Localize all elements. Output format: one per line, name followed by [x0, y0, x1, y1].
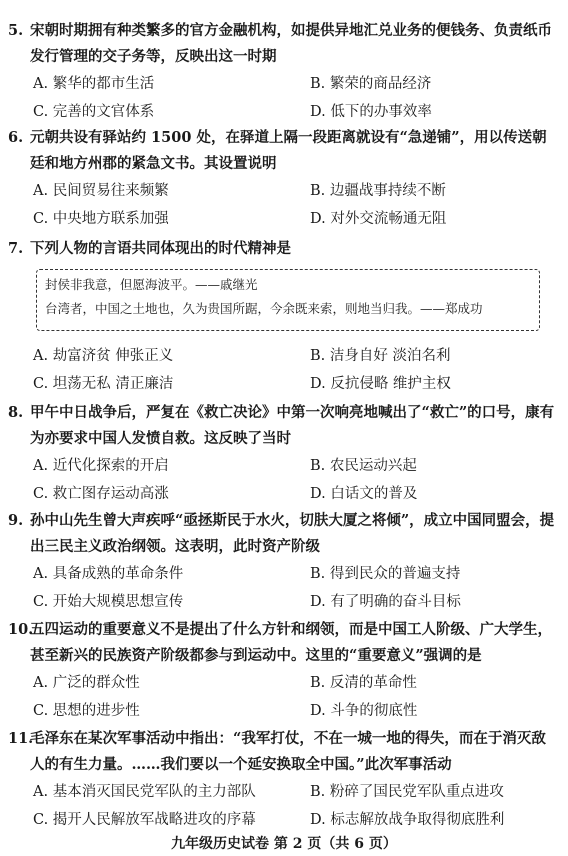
question-8 — [8, 400, 560, 510]
question-text: 宋朝时期拥有种类繁多的官方金融机构，如提供异地汇兑业务的便钱务、负责纸币发行管理的交子务等，反映出这一时期 — [30, 22, 552, 65]
option-a[interactable]: A. 具备成熟的革命条件 — [33, 566, 184, 582]
question-7-options — [8, 342, 560, 400]
option-c[interactable]: C. 完善的文官体系 — [33, 104, 155, 120]
question-6 — [8, 125, 560, 235]
question-text: 下列人物的言语共同体现出的时代精神是 — [30, 240, 291, 257]
question-text: 五四运动的重要意义不是提出了什么方针和纲领，而是中国工人阶级、广大学生，甚至新兴的民族资产阶级都参与到运动中。这里的“重要意义”强调的是 — [30, 621, 552, 664]
option-c[interactable]: C. 揭开人民解放军战略进攻的序幕 — [33, 812, 256, 828]
question-text: 毛泽东在某次军事活动中指出：“我军打仗，不在一城一地的得失，而在于消灭敌人的有生力量。……我们要以一个延安换取全中国。”此次军事活动 — [30, 730, 546, 773]
question-7 — [8, 236, 560, 262]
question-number: 8. — [8, 404, 24, 421]
question-text: 孙中山先生曾大声疾呼“亟拯斯民于水火，切肤大厦之将倾”，成立中国同盟会，提出三民主义政治纲领。这表明，此时资产阶级 — [30, 512, 555, 555]
quote-line-zheng-chenggong: 台湾者，中国之土地也，久为贵国所踞，今余既来索，则地当归我。——郑成功 — [45, 301, 483, 316]
option-c[interactable]: C. 思想的进步性 — [33, 703, 140, 719]
option-b[interactable]: B. 反清的革命性 — [310, 675, 417, 691]
options — [8, 342, 560, 400]
options — [8, 452, 560, 510]
option-b[interactable]: B. 繁荣的商品经济 — [310, 76, 432, 92]
option-a[interactable]: A. 近代化探索的开启 — [33, 458, 169, 474]
question-stem — [8, 617, 560, 669]
options — [8, 177, 560, 235]
option-d[interactable]: D. 斗争的彻底性 — [310, 703, 418, 719]
question-5 — [8, 18, 560, 128]
option-d[interactable]: D. 反抗侵略 维护主权 — [310, 376, 451, 392]
option-a[interactable]: A. 广泛的群众性 — [33, 675, 140, 691]
question-stem — [8, 236, 560, 262]
options — [8, 70, 560, 128]
question-number: 9. — [8, 512, 24, 529]
question-stem — [8, 508, 560, 560]
option-b[interactable]: B. 边疆战事持续不断 — [310, 183, 446, 199]
option-d[interactable]: D. 低下的办事效率 — [310, 104, 432, 120]
option-b[interactable]: B. 得到民众的普遍支持 — [310, 566, 461, 582]
option-b[interactable]: B. 粉碎了国民党军队重点进攻 — [310, 784, 504, 800]
question-10 — [8, 617, 560, 727]
question-number: 10. — [8, 621, 34, 638]
question-number: 7. — [8, 240, 24, 257]
option-b[interactable]: B. 洁身自好 淡泊名利 — [310, 348, 451, 364]
option-c[interactable]: C. 开始大规模思想宣传 — [33, 594, 184, 610]
option-d[interactable]: D. 标志解放战争取得彻底胜利 — [310, 812, 505, 828]
question-stem — [8, 726, 560, 778]
question-9 — [8, 508, 560, 618]
quote-line-qi-jiguang: 封侯非我意，但愿海波平。——戚继光 — [45, 277, 258, 292]
page-footer: 九年级历史试卷 第 2 页（共 6 页） — [171, 836, 397, 852]
option-a[interactable]: A. 劫富济贫 伸张正义 — [33, 348, 174, 364]
question-number: 6. — [8, 129, 24, 146]
option-d[interactable]: D. 有了明确的奋斗目标 — [310, 594, 461, 610]
question-11 — [8, 726, 560, 836]
option-a[interactable]: A. 繁华的都市生活 — [33, 76, 155, 92]
option-d[interactable]: D. 对外交流畅通无阻 — [310, 211, 447, 227]
question-text: 甲午中日战争后，严复在《救亡决论》中第一次响亮地喊出了“救亡”的口号，康有为亦要求中国人发愤自救。这反映了当时 — [30, 404, 555, 447]
option-b[interactable]: B. 农民运动兴起 — [310, 458, 417, 474]
option-a[interactable]: A. 基本消灭国民党军队的主力部队 — [33, 784, 256, 800]
question-stem — [8, 125, 560, 177]
options — [8, 778, 560, 836]
question-stem — [8, 400, 560, 452]
options — [8, 669, 560, 727]
option-c[interactable]: C. 坦荡无私 清正廉洁 — [33, 376, 174, 392]
option-d[interactable]: D. 白话文的普及 — [310, 486, 418, 502]
option-a[interactable]: A. 民间贸易往来频繁 — [33, 183, 169, 199]
question-stem — [8, 18, 560, 70]
quote-box — [36, 269, 540, 331]
option-c[interactable]: C. 救亡图存运动高涨 — [33, 486, 169, 502]
question-number: 5. — [8, 22, 24, 39]
option-c[interactable]: C. 中央地方联系加强 — [33, 211, 169, 227]
options — [8, 560, 560, 618]
question-text: 元朝共设有驿站约 1500 处，在驿道上隔一段距离就设有“急递铺”，用以传送朝廷和地方州郡的紧急文书。其设置说明 — [30, 129, 547, 172]
question-number: 11. — [8, 730, 34, 747]
